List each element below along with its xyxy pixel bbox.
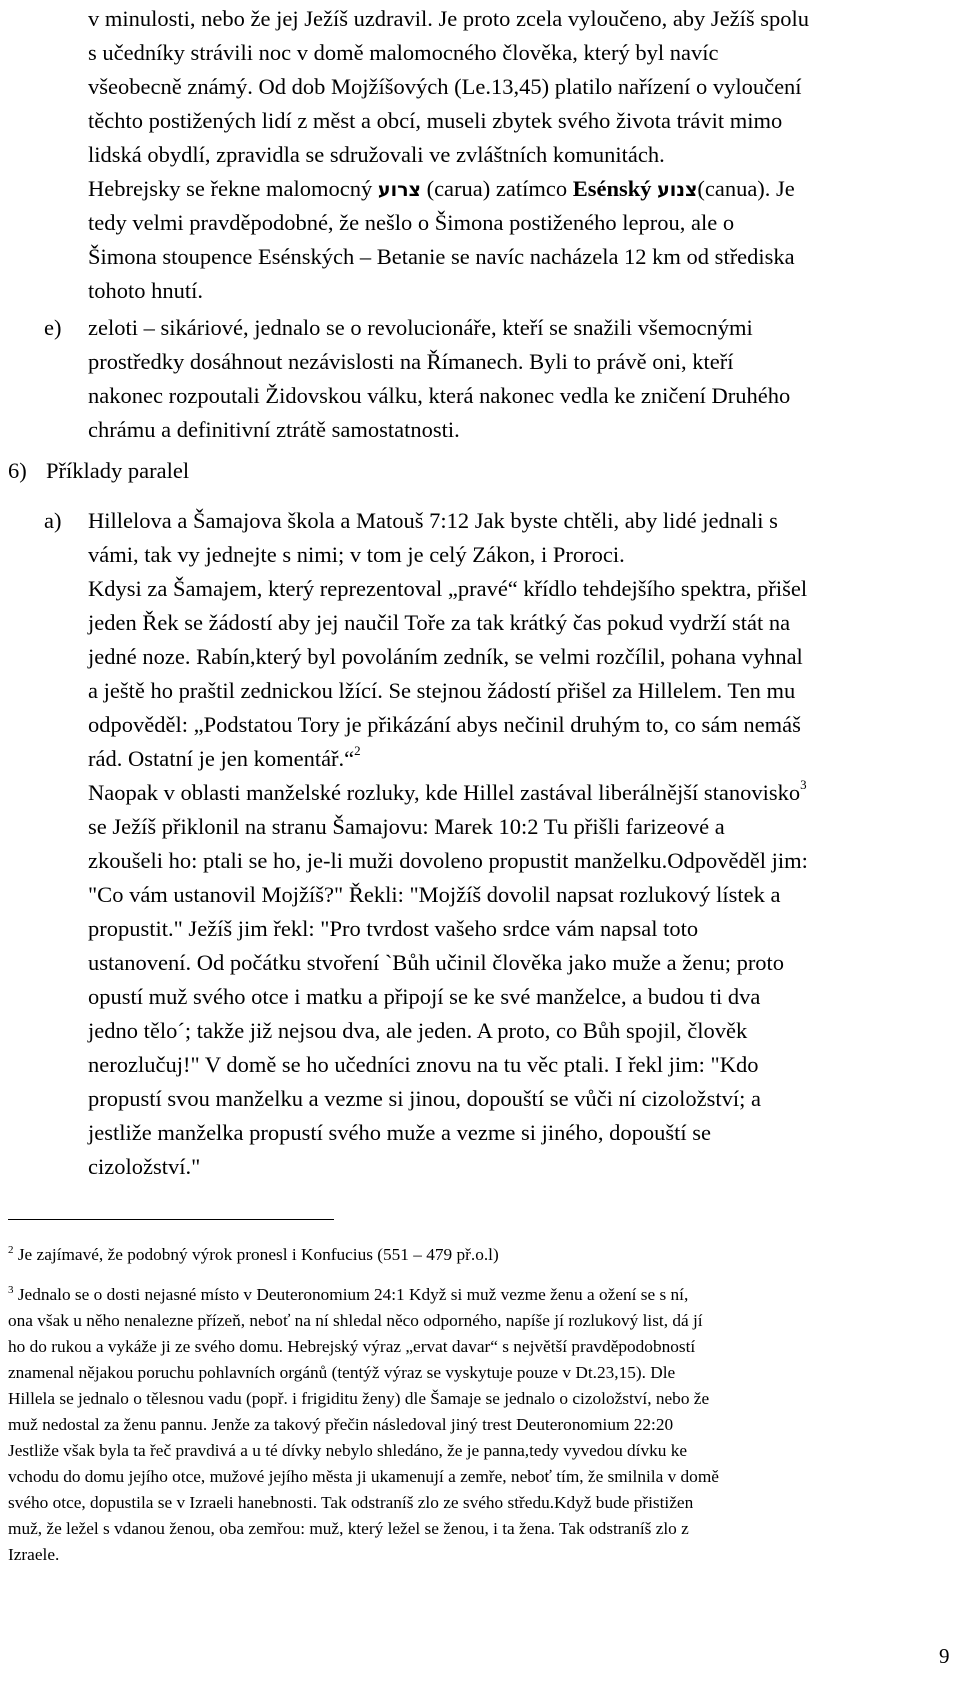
- item-e-line: nakonec rozpoutali Židovskou válku, která nakonec vedla ke zničení Druhého: [88, 383, 791, 408]
- footnote-separator: [8, 1219, 334, 1220]
- item-a-line: cizoložství.": [88, 1154, 201, 1179]
- hebrew-word-canua: צנוע: [657, 179, 698, 201]
- item-a-line: [88, 778, 807, 808]
- item-a-line: se Ježíš přiklonil na stranu Šamajovu: Marek 10:2 Tu přišli farizeové a: [88, 814, 725, 839]
- footnote-line: Hillela se jednalo o tělesnou vadu (popř. i frigiditu ženy) dle Šamaje se jednalo o cizoložství, nebo že: [8, 1389, 710, 1408]
- item-a-text: rád. Ostatní je jen komentář.“: [88, 746, 355, 771]
- item-a-line: vámi, tak vy jednejte s nimi; v tom je celý Zákon, i Proroci.: [88, 542, 625, 567]
- section-6-title: Příklady paralel: [46, 458, 190, 483]
- item-a-line: nerozlučuj!" V domě se ho učedníci znovu na tu věc ptali. I řekl jim: "Kdo: [88, 1052, 759, 1077]
- list-marker-e: e): [44, 315, 62, 340]
- item-e-line: zeloti – sikáriové, jednalo se o revolucionáře, kteří se snažili všemocnými: [88, 315, 753, 340]
- footnote-line: Izraele.: [8, 1545, 60, 1564]
- footnote-line: ho do rukou a vykáže ji ze svého domu. Hebrejský výraz „ervat davar“ s největší pravděpodobností: [8, 1337, 696, 1356]
- body-line: s učedníky strávili noc v domě malomocného člověka, který byl navíc: [88, 40, 719, 65]
- item-a-line: jestliže manželka propustí svého muže a vezme si jiného, dopouští se: [88, 1120, 711, 1145]
- page-number: 9: [939, 1644, 950, 1668]
- item-a-line: "Co vám ustanovil Mojžíš?" Řekli: "Mojžíš dovolil napsat rozlukový lístek a: [88, 882, 781, 907]
- body-line: těchto postižených lidí z měst a obcí, museli zbytek svého života trávit mimo: [88, 108, 783, 133]
- item-a-line: a ještě ho praštil zednickou lžící. Se stejnou žádostí přišel za Hillelem. Ten mu: [88, 678, 796, 703]
- body-line: tohoto hnutí.: [88, 278, 204, 303]
- footnote-line: muž, že ležel s vdanou ženou, oba zemřou: muž, který ležel se ženou, i ta žena. Tak odstraníš zlo z: [8, 1519, 689, 1538]
- body-line: Šimona stoupence Esénských – Betanie se navíc nacházela 12 km od střediska: [88, 244, 795, 269]
- hebrew-line-text: (canua). Je: [697, 176, 795, 201]
- body-line: tedy velmi pravděpodobné, že nešlo o Šimona postiženého leprou, ale o: [88, 210, 735, 235]
- footnote-text: Je zajímavé, že podobný výrok pronesl i Konfucius (551 – 479 př.o.l): [13, 1245, 499, 1264]
- item-a-text: Naopak v oblasti manželské rozluky, kde Hillel zastával liberálnější stanovisko: [88, 780, 801, 805]
- footnote-line: znamenal nějakou poruchu pohlavních orgánů (tentýž výraz se vyskytuje pouze v Dt.23,15). Dle: [8, 1363, 676, 1382]
- list-marker-a: a): [44, 508, 62, 533]
- item-a-line: zkoušeli ho: ptali se ho, je-li muži dovoleno propustit manželku.Odpověděl jim:: [88, 848, 808, 873]
- esene-label: Esénský: [572, 176, 658, 201]
- item-a-line: Hillelova a Šamajova škola a Matouš 7:12 Jak byste chtěli, aby lidé jednali s: [88, 508, 778, 533]
- body-line: lidská obydlí, zpravidla se sdružovali ve zvláštních komunitách.: [88, 142, 665, 167]
- item-a-line: ustanovení. Od počátku stvoření `Bůh učinil člověka jako muže a ženu; proto: [88, 950, 785, 975]
- item-a-line: opustí muž svého otce i matku a připojí se ke své manželce, a budou ti dva: [88, 984, 761, 1009]
- footnote-line: Jestliže však byla ta řeč pravdivá a u té dívky nebylo shledáno, že je panna,tedy vyvedou dívku ke: [8, 1441, 688, 1460]
- footnote-3: [8, 1284, 688, 1306]
- footnote-number: 2: [8, 1244, 14, 1256]
- item-a-line: Kdysi za Šamajem, který reprezentoval „pravé“ křídlo tehdejšího spektra, přišel: [88, 576, 808, 601]
- hebrew-line-text: (carua) zatímco: [420, 176, 573, 201]
- body-line: v minulosti, nebo že jej Ježíš uzdravil. Je proto zcela vyloučeno, aby Ježíš spolu: [88, 6, 810, 31]
- footnote-2: [8, 1244, 499, 1266]
- item-a-line: propustit." Ježíš jim řekl: "Pro tvrdost vašeho srdce vám napsal toto: [88, 916, 699, 941]
- section-6-marker: 6): [8, 458, 27, 483]
- footnote-ref-2[interactable]: 2: [354, 743, 361, 758]
- item-a-line: jedno tělo´; takže již nejsou dva, ale jeden. A proto, co Bůh spojil, člověk: [88, 1018, 748, 1043]
- hebrew-line-text: Hebrejsky se řekne malomocný: [88, 176, 378, 201]
- footnote-line: ona však u něho nenalezne přízeň, neboť na ní shledal něco odporného, napíše jí rozlukový list, dá jí: [8, 1311, 703, 1330]
- item-a-line: jeden Řek se žádostí aby jej naučil Toře za tak krátký čas pokud vydrží stát na: [88, 610, 791, 635]
- item-e-line: prostředky dosáhnout nezávislosti na Římanech. Byli to právě oni, kteří: [88, 349, 734, 374]
- hebrew-word-carua: צרוע: [377, 179, 421, 201]
- item-a-line: propustí svou manželku a vezme si jinou, dopouští se vůči ní cizoložství; a: [88, 1086, 762, 1111]
- footnote-line: vchodu do domu jejího otce, mužové jejího města ji ukamenují a zemře, neboť tím, že smilnila v domě: [8, 1467, 719, 1486]
- body-line: všeobecně známý. Od dob Mojžíšových (Le.13,45) platilo nařízení o vyloučení: [88, 74, 802, 99]
- footnote-number: 3: [8, 1284, 14, 1296]
- item-a-line: odpověděl: „Podstatou Tory je přikázání abys nečinil druhým to, co sám nemáš: [88, 712, 801, 737]
- footnote-ref-3[interactable]: 3: [800, 777, 807, 792]
- footnote-line: svého otce, dopustila se v Izraeli hanebnosti. Tak odstraníš zlo ze svého středu.Když bude přistižen: [8, 1493, 694, 1512]
- item-e-line: chrámu a definitivní ztrátě samostatnosti.: [88, 417, 460, 442]
- item-a-line: [88, 744, 361, 774]
- item-a-line: jedné noze. Rabín,který byl povoláním zedník, se velmi rozčílil, pohana vyhnal: [88, 644, 803, 669]
- footnote-line: muž nedostal za ženu pannu. Jenže za takový přečin následoval jiný trest Deuteronomium 22:20: [8, 1415, 674, 1434]
- footnote-text: Jednalo se o dosti nejasné místo v Deuteronomium 24:1 Když si muž vezme ženu a ožení se s ní,: [13, 1285, 689, 1304]
- hebrew-terms-line: [88, 174, 795, 205]
